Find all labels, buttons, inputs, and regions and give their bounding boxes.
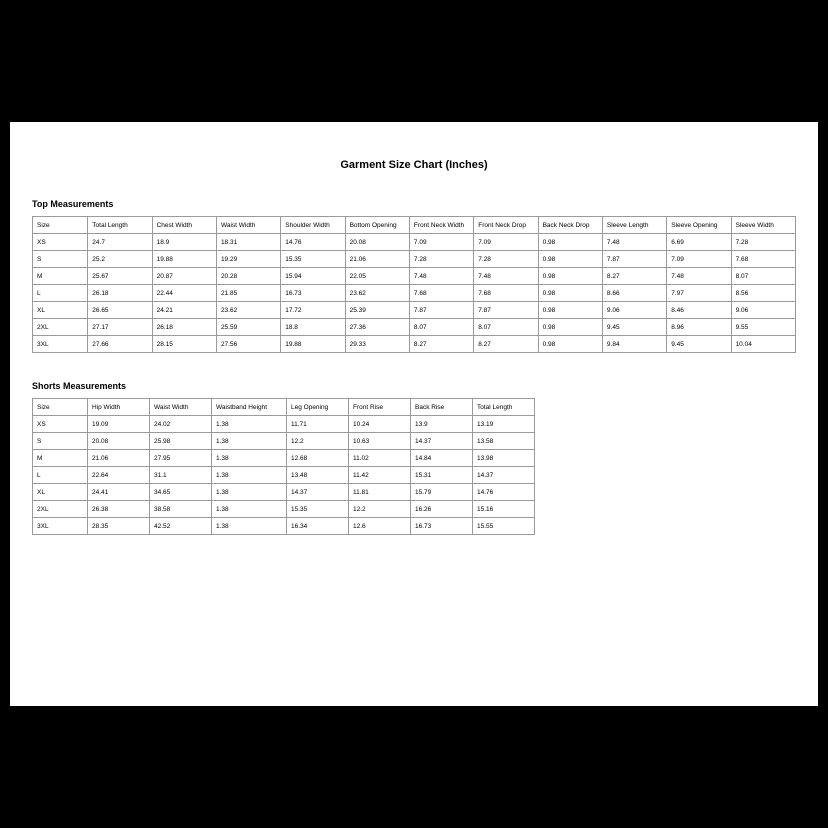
- table-cell: 24.02: [150, 416, 212, 433]
- shorts-measurements-table: [32, 398, 535, 535]
- table-cell: 10.63: [349, 433, 411, 450]
- table-cell: 18.8: [281, 319, 345, 336]
- table-cell: 9.06: [731, 302, 795, 319]
- table-row: [33, 302, 796, 319]
- table-cell: 15.31: [411, 467, 473, 484]
- table-cell: 25.59: [216, 319, 280, 336]
- table-cell: 14.37: [473, 467, 535, 484]
- table-cell: 9.84: [602, 336, 666, 353]
- table-row: [33, 416, 535, 433]
- table-cell: 19.88: [152, 251, 216, 268]
- table-cell: 8.07: [731, 268, 795, 285]
- table-cell: 42.52: [150, 518, 212, 535]
- table-cell: 8.27: [474, 336, 538, 353]
- table-cell: 1.38: [212, 433, 287, 450]
- table-cell: 8.27: [409, 336, 473, 353]
- column-header: Back Neck Drop: [538, 217, 602, 234]
- table-cell: 19.09: [88, 416, 150, 433]
- table-cell: 12.6: [349, 518, 411, 535]
- table-cell: 21.06: [345, 251, 409, 268]
- section-top-measurements: [32, 199, 796, 353]
- column-header: Front Neck Width: [409, 217, 473, 234]
- table-cell: 23.62: [216, 302, 280, 319]
- table-cell: 7.28: [474, 251, 538, 268]
- table-cell: 7.09: [474, 234, 538, 251]
- table-cell: 20.28: [216, 268, 280, 285]
- table-cell: 7.28: [731, 234, 795, 251]
- table-cell: 26.38: [88, 501, 150, 518]
- table-cell: 9.45: [667, 336, 731, 353]
- table-cell: 8.46: [667, 302, 731, 319]
- table-cell: 16.26: [411, 501, 473, 518]
- table-cell: 24.21: [152, 302, 216, 319]
- column-header: Hip Width: [88, 399, 150, 416]
- table-cell: 10.04: [731, 336, 795, 353]
- table-cell: XL: [33, 302, 88, 319]
- table-cell: 20.87: [152, 268, 216, 285]
- table-cell: 1.38: [212, 518, 287, 535]
- table-cell: 13.48: [287, 467, 349, 484]
- table-cell: 1.38: [212, 484, 287, 501]
- table-cell: 10.24: [349, 416, 411, 433]
- section-title-shorts: Shorts Measurements: [32, 381, 127, 391]
- shorts-table-body: [33, 399, 535, 535]
- table-row: [33, 336, 796, 353]
- table-cell: 0.98: [538, 268, 602, 285]
- column-header: Size: [33, 399, 88, 416]
- table-cell: 1.38: [212, 467, 287, 484]
- column-header: Sleeve Opening: [667, 217, 731, 234]
- table-cell: 23.62: [345, 285, 409, 302]
- table-cell: 7.87: [474, 302, 538, 319]
- table-cell: 11.42: [349, 467, 411, 484]
- table-cell: 6.69: [667, 234, 731, 251]
- table-cell: 8.96: [667, 319, 731, 336]
- table-row: [33, 285, 796, 302]
- table-cell: 2XL: [33, 501, 88, 518]
- column-header: Shoulder Width: [281, 217, 345, 234]
- table-cell: XS: [33, 234, 88, 251]
- table-cell: 25.2: [88, 251, 152, 268]
- table-cell: 8.07: [409, 319, 473, 336]
- table-cell: 22.44: [152, 285, 216, 302]
- table-cell: 7.68: [731, 251, 795, 268]
- table-cell: 14.37: [411, 433, 473, 450]
- column-header: Total Length: [88, 217, 152, 234]
- table-cell: 21.06: [88, 450, 150, 467]
- table-row: [33, 433, 535, 450]
- table-cell: 0.98: [538, 251, 602, 268]
- table-cell: 13.98: [473, 450, 535, 467]
- table-cell: 1.38: [212, 416, 287, 433]
- table-cell: 9.45: [602, 319, 666, 336]
- table-cell: 24.41: [88, 484, 150, 501]
- table-cell: 7.68: [409, 285, 473, 302]
- table-cell: 7.09: [667, 251, 731, 268]
- table-row: [33, 467, 535, 484]
- table-cell: 15.79: [411, 484, 473, 501]
- table-cell: M: [33, 450, 88, 467]
- table-cell: 27.95: [150, 450, 212, 467]
- table-cell: 14.84: [411, 450, 473, 467]
- table-cell: 8.07: [474, 319, 538, 336]
- table-row: [33, 518, 535, 535]
- table-cell: 3XL: [33, 336, 88, 353]
- table-cell: 7.09: [409, 234, 473, 251]
- table-row: [33, 268, 796, 285]
- table-cell: 16.73: [411, 518, 473, 535]
- table-cell: 22.64: [88, 467, 150, 484]
- table-cell: 15.35: [287, 501, 349, 518]
- table-cell: 16.34: [287, 518, 349, 535]
- table-cell: 25.67: [88, 268, 152, 285]
- table-cell: 28.35: [88, 518, 150, 535]
- table-cell: 27.36: [345, 319, 409, 336]
- column-header: Total Length: [473, 399, 535, 416]
- table-cell: 15.94: [281, 268, 345, 285]
- table-cell: 7.48: [667, 268, 731, 285]
- table-cell: 9.06: [602, 302, 666, 319]
- column-header: Leg Opening: [287, 399, 349, 416]
- table-cell: 17.72: [281, 302, 345, 319]
- page-title: Garment Size Chart (Inches): [340, 159, 488, 171]
- column-header: Front Rise: [349, 399, 411, 416]
- table-cell: 13.9: [411, 416, 473, 433]
- table-cell: 16.73: [281, 285, 345, 302]
- table-cell: 0.98: [538, 319, 602, 336]
- table-cell: 12.2: [349, 501, 411, 518]
- table-cell: 13.58: [473, 433, 535, 450]
- column-header: Front Neck Drop: [474, 217, 538, 234]
- table-cell: XL: [33, 484, 88, 501]
- table-cell: 26.18: [152, 319, 216, 336]
- table-cell: 7.28: [409, 251, 473, 268]
- table-cell: L: [33, 285, 88, 302]
- table-row: [33, 234, 796, 251]
- column-header: Back Rise: [411, 399, 473, 416]
- table-cell: 12.2: [287, 433, 349, 450]
- table-cell: 26.65: [88, 302, 152, 319]
- table-cell: 14.76: [281, 234, 345, 251]
- column-header: Chest Width: [152, 217, 216, 234]
- table-header-row: [33, 399, 535, 416]
- table-cell: 11.02: [349, 450, 411, 467]
- table-cell: 7.68: [474, 285, 538, 302]
- table-cell: 15.35: [281, 251, 345, 268]
- table-row: [33, 484, 535, 501]
- table-cell: S: [33, 433, 88, 450]
- column-header: Size: [33, 217, 88, 234]
- table-cell: 13.19: [473, 416, 535, 433]
- table-cell: 1.38: [212, 450, 287, 467]
- table-cell: 11.71: [287, 416, 349, 433]
- table-row: [33, 501, 535, 518]
- table-cell: 28.15: [152, 336, 216, 353]
- table-cell: 19.29: [216, 251, 280, 268]
- column-header: Waistband Height: [212, 399, 287, 416]
- table-cell: 14.76: [473, 484, 535, 501]
- table-cell: 7.87: [602, 251, 666, 268]
- table-cell: 15.55: [473, 518, 535, 535]
- table-cell: 7.97: [667, 285, 731, 302]
- table-cell: 25.98: [150, 433, 212, 450]
- table-cell: 20.08: [88, 433, 150, 450]
- table-cell: 27.56: [216, 336, 280, 353]
- section-shorts-measurements: [32, 381, 796, 535]
- table-cell: XS: [33, 416, 88, 433]
- column-header: Sleeve Length: [602, 217, 666, 234]
- table-cell: 24.7: [88, 234, 152, 251]
- table-cell: 7.48: [474, 268, 538, 285]
- table-cell: 8.66: [602, 285, 666, 302]
- table-cell: 2XL: [33, 319, 88, 336]
- table-cell: 0.98: [538, 336, 602, 353]
- column-header: Sleeve Width: [731, 217, 795, 234]
- table-row: [33, 450, 535, 467]
- table-cell: 20.08: [345, 234, 409, 251]
- table-cell: 26.18: [88, 285, 152, 302]
- table-cell: 22.05: [345, 268, 409, 285]
- table-cell: 27.17: [88, 319, 152, 336]
- table-cell: S: [33, 251, 88, 268]
- table-cell: 0.98: [538, 285, 602, 302]
- table-cell: M: [33, 268, 88, 285]
- tops-table-body: [33, 217, 796, 353]
- table-cell: 0.98: [538, 302, 602, 319]
- table-cell: 18.9: [152, 234, 216, 251]
- table-row: [33, 319, 796, 336]
- table-cell: 8.56: [731, 285, 795, 302]
- table-cell: 38.58: [150, 501, 212, 518]
- table-cell: 27.66: [88, 336, 152, 353]
- table-row: [33, 251, 796, 268]
- table-cell: 12.68: [287, 450, 349, 467]
- table-cell: 3XL: [33, 518, 88, 535]
- table-cell: 1.38: [212, 501, 287, 518]
- table-cell: 7.48: [602, 234, 666, 251]
- column-header: Bottom Opening: [345, 217, 409, 234]
- document-page: [10, 122, 818, 706]
- table-cell: 7.48: [409, 268, 473, 285]
- table-cell: 0.98: [538, 234, 602, 251]
- table-cell: 8.27: [602, 268, 666, 285]
- column-header: Waist Width: [216, 217, 280, 234]
- table-cell: 31.1: [150, 467, 212, 484]
- table-cell: 29.33: [345, 336, 409, 353]
- table-cell: 11.81: [349, 484, 411, 501]
- tops-measurements-table: [32, 216, 796, 353]
- table-cell: 7.87: [409, 302, 473, 319]
- column-header: Waist Width: [150, 399, 212, 416]
- table-cell: 19.88: [281, 336, 345, 353]
- table-cell: 21.85: [216, 285, 280, 302]
- section-title-tops: Top Measurements: [32, 199, 114, 209]
- table-header-row: [33, 217, 796, 234]
- table-cell: 14.37: [287, 484, 349, 501]
- table-cell: 9.55: [731, 319, 795, 336]
- table-cell: 25.39: [345, 302, 409, 319]
- table-cell: L: [33, 467, 88, 484]
- table-cell: 15.16: [473, 501, 535, 518]
- table-cell: 34.65: [150, 484, 212, 501]
- table-cell: 18.31: [216, 234, 280, 251]
